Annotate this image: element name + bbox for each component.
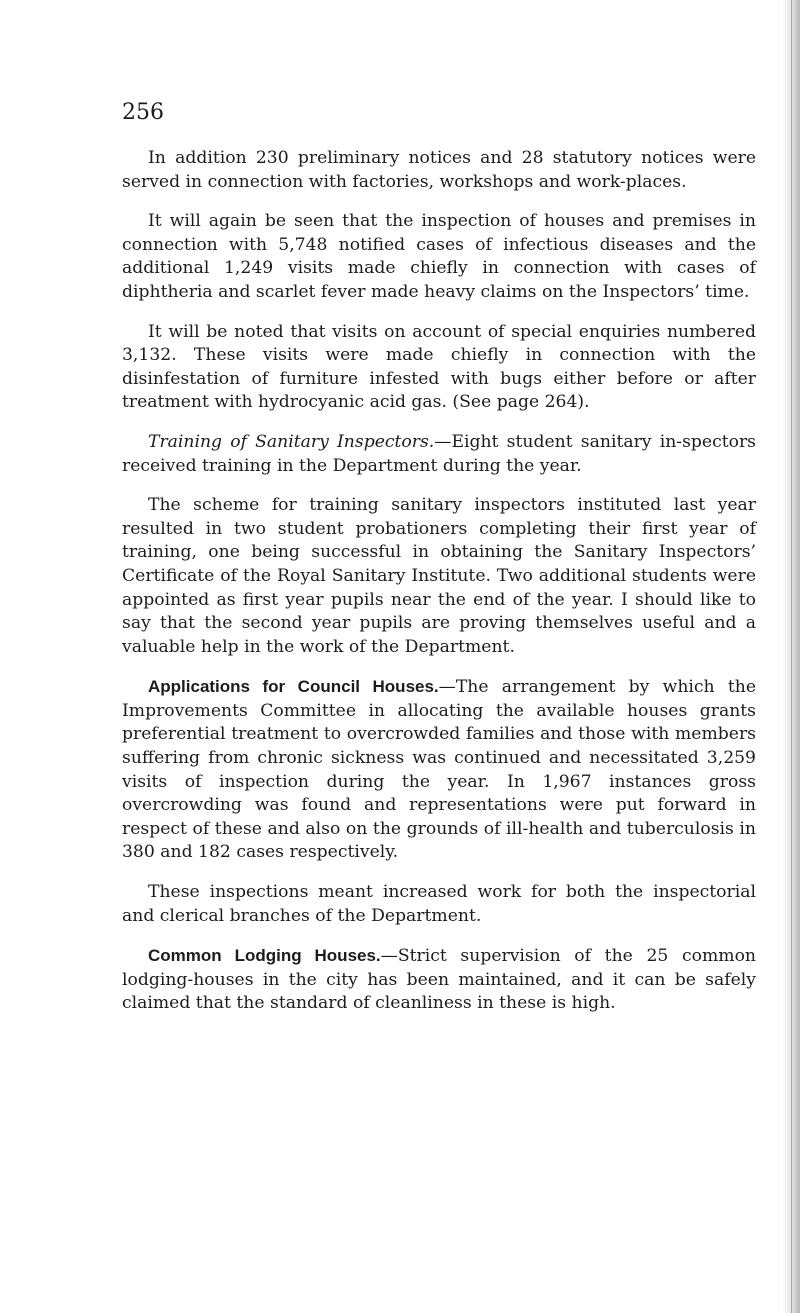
lodging-houses-text: —Strict supervision of the 25 common lodging-houses in the city has been maintained, and it can be safely claimed that the standard of cleanliness in these is high. [122,946,756,1014]
page-number: 256 [122,100,164,125]
paragraph-training-inspectors [122,431,756,478]
heading-lodging-houses: Common Lodging Houses. [148,946,381,966]
heading-training-inspectors: Training of Sanitary Inspectors. [148,431,435,452]
paragraph-special-enquiries: It will be noted that visits on account of special enquiries numbered 3,132. These visits were made chiefly in connection with the disinfestation of furniture infested with bugs either before or after treatment with hydrocyanic acid gas. (See page 264). [122,321,756,413]
paragraph-factory-notices: In addition 230 preliminary notices and 28 statutory notices were served in connection with factories, workshops and work-places. [122,148,756,192]
scan-edge-line [791,0,792,1313]
training-inspectors-text: —Eight student sanitary in-spectors received training in the Department during the year. [122,431,756,476]
paragraph-lodging-houses [122,944,756,1016]
paragraph-increased-work: These inspections meant increased work for both the inspectorial and clerical branches of the Department. [122,882,756,926]
paragraph-training-scheme: The scheme for training sanitary inspectors instituted last year resulted in two student probationers completing their first year of training, one being successful in obtaining the Sanitary Inspectors’ Certificate of the Royal Sanitary Institute. Two additional students were appointed as first year pupils near the end of the year. I should like to say that the second year pupils are proving themselves useful and a valuable help in the work of the Department. [122,495,756,657]
council-houses-text: —The arrangement by which the Improvements Committee in allocating the available houses grants preferential treatment to overcrowded families and those with members suffering from chronic sickness was continued and necessitated 3,259 visits of inspection during the year. In 1,967 instances gross overcrowding was found and representations were put forward in respect of these and also on the grounds of ill-health and tuberculosis in 380 and 182 cases respectively. [122,677,756,863]
paragraph-council-houses [122,675,756,865]
document-body [122,147,756,1032]
paragraph-inspection-claims: It will again be seen that the inspection of houses and premises in connection with 5,748 notified cases of infectious diseases and the additional 1,249 visits made chiefly in connection with cases of diphtheria and scarlet fever made heavy claims on the Inspectors’ time. [122,211,756,302]
heading-council-houses: Applications for Council Houses. [148,677,439,697]
